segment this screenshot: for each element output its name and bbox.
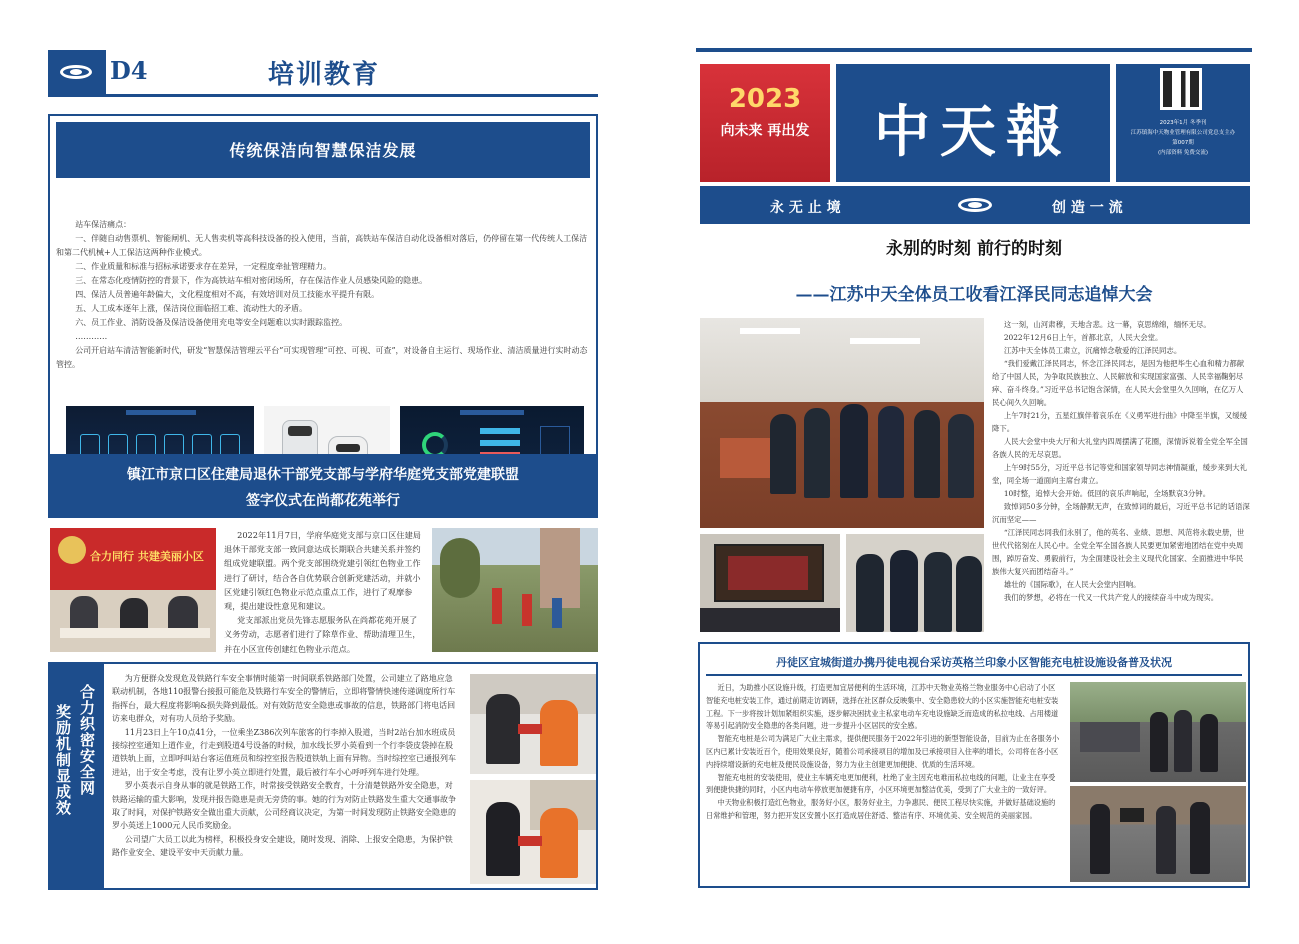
paragraph: 2022年12月6日上午，首都北京，人民大会堂。: [1003, 333, 1163, 342]
paragraph: 罗小英表示自身从事的就是铁路工作，时常接受铁路安全教育，十分清楚铁路外安全隐患，对铁路运输的重大影响，发现并报告隐患是责无旁贷的事。她的行为对防止铁路发生重大交通事故争取了时间，对保护铁路安全做出重大贡献，公司经商议决定，为第一时间发现防止铁路安全隐患的罗小英送上1000元人民币奖励金。: [112, 781, 456, 831]
qr-code-icon: [1160, 68, 1202, 110]
paragraph: 致悼词50多分钟，全场静默无声，在致悼词的最后，习近平总书记的话语深沉而坚定——: [992, 502, 1250, 524]
section-title: 培训教育: [268, 60, 381, 90]
paragraph: 一、伴随自动售票机、智能闸机、无人售卖机等高科技设备的投入使用，当前，高铁站车保洁自动化设备相对落后，仍停留在第一代传统人工保洁和第二代机械+人工保洁这两种作业模式。: [56, 234, 588, 257]
paragraph: 2022年11月7日，学府华庭党支部与京口区住建局退休干部党支部一致同意达成长期联合共建关系并签约组成党建联盟。两个党支部围绕党建引领红色物业工作进行了研讨，结合各自优势联合创新党建活动，并就小区党建引领红色物业示范点重点工作，进行了观摩参观，提出建设性意见和建议。: [224, 530, 421, 612]
motto-bar: [700, 186, 1250, 224]
masthead: [696, 48, 1252, 224]
paragraph: 11月23日上午10点41分，一位乘坐Z386次列车旅客的行李掉入股道，当时2站台加水班成员接综控室通知上道作业，行走到股道4号设备的时候，加水线长罗小英看到一个行李袋皮袋掉在股道铁轨上面，立即呼叫站台客运值班员和综控室报告股道铁轨上面有异物。当时综控室已通报列车进站，出于安全考虑，没有让罗小英立即进行处置，最后被行车小心呼呼列车进行处理。: [112, 727, 456, 777]
paper-name: 中天報: [874, 99, 1072, 165]
article3-body: [112, 672, 458, 860]
volunteer-work-photo: [432, 528, 598, 652]
article4-body: [706, 682, 1062, 823]
memorial-staff-photo: [846, 534, 984, 632]
slogan: 向未来 再出发: [720, 123, 810, 139]
new-year-banner: [700, 64, 830, 182]
paragraph: 站车保洁痛点：: [75, 220, 132, 229]
charging-interview-photo-1: [1070, 682, 1246, 782]
motto-right: 创 造 一 流: [1052, 200, 1123, 216]
paragraph: 上午7时21分，五星红旗伴着哀乐在《义勇军进行曲》中降至半旗，又缓缓降下。: [992, 411, 1248, 433]
right-page: [696, 44, 1252, 890]
article4-title: 丹徒区宜城街道办携丹徒电视台采访英格兰印象小区智能充电桩设施设备普及状况: [776, 656, 1172, 669]
paragraph: 党支部派出党员先锋志愿服务队在尚都花苑开展了义务劳动，志愿者们进行了除草作业、帮助清理卫生，并在小区宣传创建红色物业示范点。: [224, 615, 421, 654]
article-body: [56, 218, 592, 372]
lead-subtitle: ——江苏中天全体员工收看江泽民同志追悼大会: [795, 285, 1153, 305]
paragraph: 五、人工成本逐年上涨，保洁岗位面临招工难、流动性大的矛盾。: [75, 304, 308, 313]
paragraph: 江苏中天全体员工肃立，沉痛悼念敬爱的江泽民同志。: [1003, 346, 1182, 355]
article2-title-line2: 签字仪式在尚都花苑举行: [246, 493, 400, 509]
article3-side-bar: [50, 664, 104, 888]
signing-ceremony-photo: [50, 528, 216, 652]
paragraph: 上午9时55分，习近平总书记等党和国家领导同志神情凝重，缓步来到大礼堂，同全场一道面向主席台肃立。: [992, 463, 1248, 485]
memorial-screen-photo: [700, 534, 840, 632]
header-rule: [48, 94, 598, 97]
paragraph: 二、作业质量和标准与招标承诺要求存在差异，一定程度牵扯管理精力。: [75, 262, 332, 271]
issue-block: [1116, 64, 1250, 182]
paragraph: 近日，为助推小区设施升级，打造更加宜居便利的生活环境，江苏中天物业英格兰物业服务中心启动了小区智能充电桩安装工作，通过前期走访调研，选择在社区群众反映集中、安全隐患较大的小区实施智能充电桩安装工程。下一步将按计划加紧组织实施，逐步解决困扰业主私家电动车充电设施缺乏而造成的私拉电线、占用楼道等易引起消防安全隐患的各类问题，进一步提升小区居民的安全感。: [706, 683, 1059, 731]
article-title: 传统保洁向智慧保洁发展: [229, 141, 417, 160]
paper-name-block: [836, 64, 1110, 182]
paragraph: 四、保洁人员普遍年龄偏大，文化程度相对不高，有效培训对员工技能水平提升有限。: [75, 290, 380, 299]
paragraph: 10时整，追悼大会开始。低回的哀乐声响起，全场默哀3分钟。: [1003, 489, 1211, 498]
paragraph: 智能充电桩的安装使用，使业主车辆充电更加便利，杜绝了业主因充电难而私拉电线的问题，让业主在享受到便捷快捷的同时，小区内电动车停放更加便捷有序，小区环境更加整洁优美，受到了广大业主的一致好评。: [706, 772, 1056, 795]
article-smart-cleaning: [48, 114, 598, 486]
paragraph: “江泽民同志同我们永别了，他的英名、业绩、思想、风范将永载史册，世世代代铭刻在人民心中。全党全军全国各族人民要更加紧密地团结在党中央周围，踔厉奋发、勇毅前行，为全面建设社会主义现代化国家、全面推进中华民族伟大复兴而团结奋斗。”: [992, 528, 1245, 576]
paragraph: 雄壮的《国际歌》，在人民大会堂内回响。: [1003, 580, 1141, 589]
article-safety-reward: [48, 662, 598, 890]
logo-block: [48, 50, 106, 94]
paragraph: 为方便群众发现危及铁路行车安全事情时能第一时间联系铁路部门处置，公司建立了路地应急联动机制，各地110报警台接报可能危及铁路行车安全的警情后，立即将警情快速传递调度所行车指挥台，最大程度将影响&损失降到最低。对有效防范安全隐患或事故的信息，铁路部门将电话回访来电群众，对有功人员给予奖励。: [112, 674, 456, 724]
lead-body: [992, 318, 1250, 604]
article2-title-line1: 镇江市京口区住建局退休干部党支部与学府华庭党支部党建联盟: [127, 467, 519, 483]
article4-rule: [706, 674, 1242, 676]
paragraph: 智能充电桩是公司为满足广大业主需求，提供便民服务于2022年引进的新型智能设备，目前为止在各服务小区内已累计安装近百个，使用效果良好，随着公司承接项目的增加及已承接项目入住率的增长，公司将在各小区内持续增设新的充电桩及便民设施设备，努力为业主创建更加便捷、优质的生活环境。: [706, 734, 1060, 769]
paragraph: 这一刻，山河肃穆，天地含悲。这一幕，哀思绵绵，缅怀无尽。: [1003, 320, 1211, 329]
paragraph: 三、在常态化疫情防控的背景下，作为高铁站车相对密闭场所，存在保洁作业人员感染风险的隐患。: [75, 276, 428, 285]
award-photo-1: [470, 674, 596, 774]
paragraph: 公司开启站车清洁智能新时代，研发“智慧保洁管理云平台”可实现管理“可控、可视、可查”，对设备自主运行、现场作业、清洁质量进行实时动态管控。: [56, 346, 588, 369]
motto-left: 永 无 止 境: [770, 200, 841, 216]
paragraph: 六、员工作业、消防设备及保洁设备使用充电等安全问题难以实时跟踪监控。: [75, 318, 348, 327]
charging-interview-photo-2: [1070, 786, 1246, 882]
paragraph: “我们爱戴江泽民同志，怀念江泽民同志，是因为他把毕生心血和精力都献给了中国人民，为争取民族独立、人民解放和实现国家富强、人民幸福鞠躬尽瘁、奋斗终身。”习近平总书记饱含深情，在人民大会堂里久久回响，在亿万人民心间久久回响。: [992, 359, 1245, 407]
left-header-bar: [48, 50, 598, 96]
article-charging-piles: [698, 642, 1250, 888]
year-badge: 2023: [728, 84, 802, 114]
issue-info: 2023年1月 冬季刊 江苏镇海中天物业管理有限公司党总支主办 第007期 (内部资料 免费交流): [1130, 120, 1236, 156]
paragraph: 人民大会堂中央大厅和大礼堂内四周摆满了花圈，深情诉说着全党全军全国各族人民的无尽哀思。: [992, 437, 1248, 459]
award-photo-2: [470, 780, 596, 884]
article2-title-bar: [48, 454, 598, 518]
memorial-main-photo: [700, 318, 984, 528]
article3-title: 奖励机制显成效: [54, 704, 72, 816]
lead-title: 永别的时刻 前行的时刻: [886, 239, 1062, 259]
page-number: D4: [110, 56, 148, 85]
article3-subtitle: 合力织密安全网: [78, 684, 96, 796]
left-page: [44, 44, 602, 904]
paragraph: 中天物业积极打造红色物业，服务好小区，服务好业主，力争惠民、便民工程尽快实施，并做好基础设施的日常维护和管理，努力把开发区安置小区打造成居住舒适、整洁有序、环境优美、安全规范的美丽家园。: [706, 798, 1056, 820]
article2-body: [224, 528, 424, 656]
paragraph: …………: [75, 332, 108, 341]
article-title-bar: [56, 122, 590, 178]
paragraph: 我们的梦想，必将在一代又一代共产党人的接续奋斗中成为现实。: [1003, 593, 1219, 602]
banner-text: 合力同行 共建美丽小区: [90, 550, 204, 563]
paragraph: 公司望广大员工以此为榜样，积极投身安全建设，随时发现、消除、上报安全隐患，为保护铁路作业安全、建设平安中天贡献力量。: [112, 834, 453, 858]
